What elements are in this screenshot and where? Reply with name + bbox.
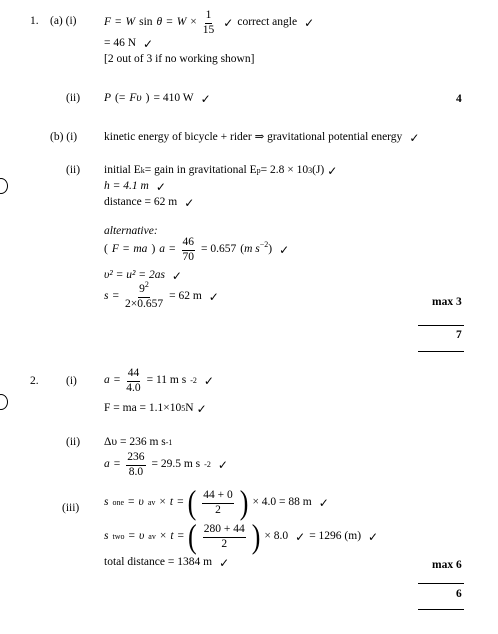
tick-icon: ✓ <box>217 458 228 472</box>
q1-a-i-note: [2 out of 3 if no working shown] <box>104 53 255 65</box>
q2-ii-a: a = $\frac{236}{8.0}$ = 29.5 m s -2 ✓ <box>104 451 228 478</box>
q1-total: 7 <box>456 329 462 341</box>
q1-rule-1 <box>418 325 464 326</box>
tick-icon: ✓ <box>184 196 195 210</box>
q1-a-ii-formula: P (= Fυ ) = 410 W ✓ <box>104 92 211 106</box>
tick-icon: ✓ <box>219 556 230 570</box>
q2-ii-dv: Δυ = 236 m s -1 <box>104 436 173 448</box>
tick-icon: ✓ <box>196 402 207 416</box>
tick-icon: ✓ <box>143 37 154 51</box>
q1-b-ii-distance: distance = 62 m ✓ <box>104 196 195 210</box>
tick-icon: ✓ <box>368 530 379 544</box>
binder-hole-1 <box>0 178 8 194</box>
q1-alternative: alternative: <box>104 225 158 237</box>
q1-b-i-text: kinetic energy of bicycle + rider ⇒ gravitational potential energy ✓ <box>104 131 420 145</box>
q1-max: max 3 <box>432 296 462 308</box>
tick-icon: ✓ <box>295 530 306 544</box>
q1-alt-s: s = $\frac{9^2}{2\times 0.657}$ = 62 m ✓ <box>104 280 219 310</box>
q1-b-label: (b) (i) <box>50 131 78 143</box>
q2-max: max 6 <box>432 559 462 571</box>
q1-b-ii-label: (ii) <box>66 164 81 176</box>
q1-a-ii-label: (ii) <box>66 92 81 104</box>
q1-a-i-result: = 46 N ✓ <box>104 37 154 51</box>
q1-rule-2 <box>418 351 464 352</box>
tick-icon: ✓ <box>171 269 182 283</box>
tick-icon: ✓ <box>203 374 214 388</box>
q2-iii-s1: s one = υ av × t = ( $\frac{44 + 0}{2}$ ) × 4.0 = 88 m ✓ <box>104 483 329 522</box>
q1-b-ii-energy: initial E k = gain in gravitational E p = 2.8 × 10 3 (J) ✓ <box>104 164 338 178</box>
q2-ii-label: (ii) <box>66 436 81 448</box>
q2-rule-2 <box>418 609 464 610</box>
q2-rule-1 <box>418 583 464 584</box>
q1-b-ii-h: h = 4.1 m ✓ <box>104 180 166 194</box>
tick-icon: ✓ <box>208 290 219 304</box>
q2-number: 2. <box>30 375 39 387</box>
tick-icon: ✓ <box>304 16 315 30</box>
q1-alt-a: ( F = ma ) a = $\frac{46}{70}$ = 0.657 (m $s^{-2}$) ✓ <box>104 236 290 263</box>
tick-icon: ✓ <box>409 131 420 145</box>
q1-alt-v: υ² = u² = 2as ✓ <box>104 269 182 283</box>
tick-icon: ✓ <box>318 496 329 510</box>
q1-a-marks: 4 <box>456 93 462 105</box>
q2-iii-total: total distance = 1384 m ✓ <box>104 556 230 570</box>
tick-icon: ✓ <box>200 92 211 106</box>
q2-iii-s2: s two = υ av × t = ( $\frac{280 + 44}{2}$ ) × 8.0 ✓ = 1296 (m) ✓ <box>104 517 379 556</box>
q2-i-label: (i) <box>66 375 77 387</box>
q1-a-i-formula: F = W sin θ = W × $\frac{1}{15}$ ✓ correct angle ✓ <box>104 9 315 36</box>
tick-icon: ✓ <box>279 243 290 257</box>
q1-a-label: (a) (i) <box>50 15 77 27</box>
q2-i-a: a = $\frac{44}{4.0}$ = 11 m s -2 ✓ <box>104 367 214 394</box>
q2-i-F: F = ma = 1.1×10 5 N ✓ <box>104 402 207 416</box>
binder-hole-2 <box>0 394 8 410</box>
tick-icon: ✓ <box>223 16 234 30</box>
tick-icon: ✓ <box>327 164 338 178</box>
q2-iii-label: (iii) <box>62 502 80 514</box>
tick-icon: ✓ <box>155 180 166 194</box>
q1-number: 1. <box>30 15 39 27</box>
q2-total: 6 <box>456 588 462 600</box>
